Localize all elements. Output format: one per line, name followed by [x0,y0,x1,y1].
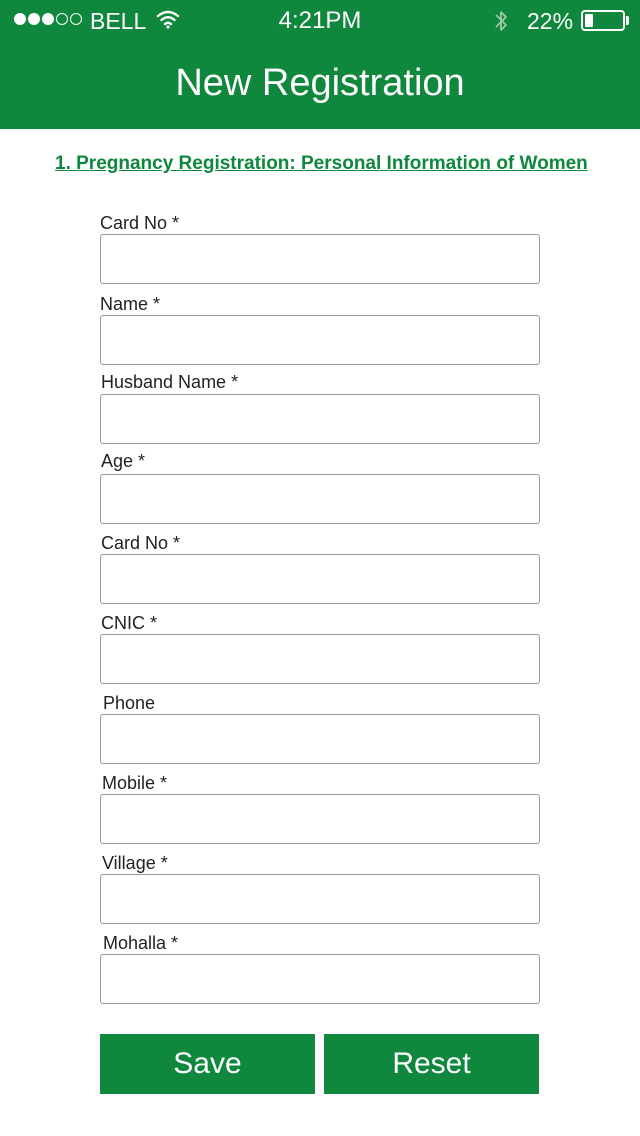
mohalla-label: Mohalla * [103,933,179,953]
village-input[interactable] [100,874,540,924]
carrier-name: BELL [90,8,147,34]
name-input[interactable] [100,315,540,365]
battery-fill [585,14,593,27]
husband-name-label: Husband Name * [101,372,239,392]
mohalla-input[interactable] [100,954,540,1004]
status-time: 4:21PM [278,7,362,34]
cnic-label: CNIC * [101,613,158,633]
phone-input[interactable] [100,714,540,764]
section-title: 1. Pregnancy Registration: Personal Information of Women [55,153,588,174]
card-no-label: Card No * [100,213,180,233]
husband-name-input[interactable] [100,394,540,444]
mobile-input[interactable] [100,794,540,844]
app-header [0,0,640,129]
card-no-2-input[interactable] [100,554,540,604]
reset-button[interactable]: Reset [324,1034,539,1094]
battery-icon [581,10,625,31]
save-button[interactable]: Save [100,1034,315,1094]
phone-label: Phone [103,693,156,713]
status-bar [0,0,640,40]
card-no-input[interactable] [100,234,540,284]
page-title: New Registration [175,62,465,104]
battery-percent: 22% [527,8,574,34]
cnic-input[interactable] [100,634,540,684]
age-input[interactable] [100,474,540,524]
battery-tip [626,16,629,25]
bluetooth-icon [493,8,509,39]
card-no-2-label: Card No * [101,533,181,553]
age-label: Age * [101,451,146,471]
village-label: Village * [102,853,168,873]
name-label: Name * [100,294,161,314]
mobile-label: Mobile * [102,773,168,793]
